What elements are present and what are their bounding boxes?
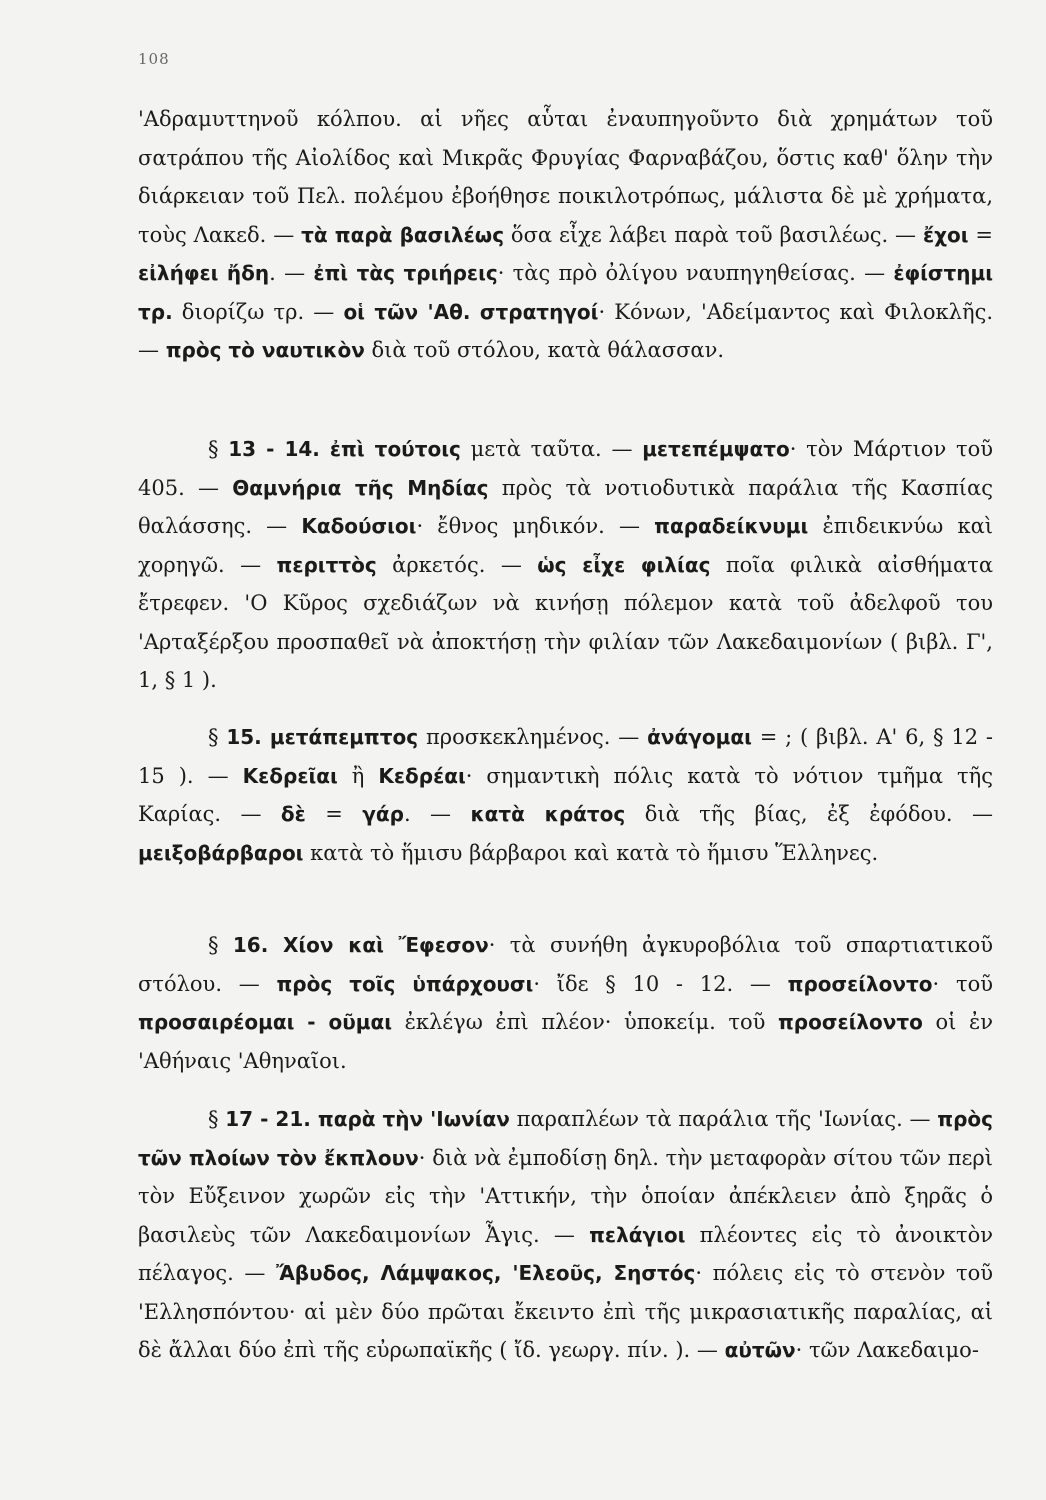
lemma-term: μετεπέμψατο (642, 437, 790, 461)
gloss-text: · πόλεις εἰς τὸ στενὸν τοῦ 'Ελλησπόντου· αἱ μὲν δύο πρῶται ἔκειντο ἐπὶ τῆς μικρασιατικῆς παραλίας, αἱ δὲ ἄλλαι δύο ἐπὶ τῆς εὐρωπαϊκῆς ( ἴδ. γεωργ. πίν. ). — (138, 1261, 993, 1362)
gloss-text: προσκεκλημένος. — (418, 725, 648, 749)
lemma-term: προσείλοντο (787, 971, 933, 996)
lemma-term: μειξοβάρβαροι (138, 840, 304, 865)
lemma-term: δὲ (280, 802, 306, 826)
gloss-text: ἀρκετός. — (376, 552, 538, 577)
lemma-term: εἰλήφει ἤδη (138, 261, 270, 285)
gloss-text: κατὰ τὸ ἥμισυ βάρβαροι καὶ κατὰ τὸ ἥμισυ Ἕλληνες. (303, 840, 879, 865)
gloss-text: . — (269, 261, 314, 285)
lemma-term: Ἄβυδος, Λάμψακος, 'Ελεοῦς, Σηστός (276, 1261, 696, 1285)
gloss-text: · τὸν Μάρτιον τοῦ 405. — (138, 437, 993, 500)
gloss-text: ἢ (337, 763, 379, 788)
commentary-paragraph (138, 430, 993, 700)
lemma-term: προσείλοντο (777, 1010, 923, 1034)
gloss-text: . — (403, 802, 471, 826)
gloss-text: § (208, 437, 229, 461)
lemma-term: 16. Χίον καὶ Ἔφεσον (232, 933, 489, 957)
gloss-text: · ἔθνος μηδικόν. — (416, 514, 655, 538)
lemma-term: κατὰ κράτος (470, 802, 626, 826)
lemma-term: προσαιρέομαι - οῦμαι (138, 1010, 392, 1034)
lemma-term: ἐφίστημι τρ. (138, 261, 993, 324)
commentary-paragraph (138, 100, 993, 370)
gloss-text: ποῖα φιλικὰ αἰσθήματα ἔτρεφεν. 'Ο Κῦρος σχεδιάζων νὰ κινήσῃ πόλεμον κατὰ τοῦ ἀδελφοῦ του 'Αρταξέρξου προσπαθεῖ νὰ ἀποκτήσῃ τὴν φιλίαν τῶν Λακεδαιμονίων ( βιβλ. Γ', 1, § 1 ). (138, 552, 993, 692)
gloss-text: · τῶν Λακεδαιμο- (795, 1338, 979, 1362)
lemma-term: 17 - 21. παρὰ τὴν 'Ιωνίαν (225, 1107, 510, 1131)
gloss-text: ὅσα εἶχε λάβει παρὰ τοῦ βασιλέως. — (504, 222, 923, 247)
gloss-text: · σημαντικὴ πόλις κατὰ τὸ νότιον τμῆμα τῆς Καρίας. — (138, 763, 993, 826)
commentary-paragraph (138, 1100, 993, 1370)
page-number: 108 (138, 50, 170, 68)
lemma-term: γάρ (362, 802, 404, 826)
lemma-term: τὰ παρὰ βασιλέως (301, 222, 505, 247)
lemma-term: 15. μετάπεμπτος (226, 725, 419, 749)
lemma-term: ἀνάγομαι (647, 725, 752, 749)
gloss-text: § (208, 933, 233, 957)
gloss-text: πρὸς τὰ νοτιοδυτικὰ παράλια τῆς Κασπίας θαλάσσης. — (138, 475, 993, 538)
lemma-term: ἔχοι (922, 222, 969, 247)
lemma-term: παραδείκνυμι (654, 514, 809, 538)
gloss-text: ἐπιδεικνύω καὶ χορηγῶ. — (138, 514, 994, 577)
lemma-term: αὐτῶν (724, 1338, 796, 1362)
lemma-term: πρὸς τῶν πλοίων τὸν ἔκπλουν (138, 1107, 993, 1170)
lemma-term: οἱ τῶν 'Αθ. στρατηγοί (343, 299, 599, 324)
gloss-text: § (208, 725, 227, 749)
gloss-text: · ἴδε § 10 - 12. — (533, 971, 788, 996)
lemma-term: πελάγιοι (589, 1222, 686, 1247)
lemma-term: Καδούσιοι (301, 514, 417, 538)
gloss-text: · τὰς πρὸ ὀλίγου ναυπηγηθείσας. — (497, 261, 894, 285)
gloss-text: · τὰ συνήθη ἀγκυροβόλια τοῦ σπαρτιατικοῦ στόλου. — (138, 933, 993, 996)
lemma-term: ὡς εἶχε φιλίας (537, 552, 711, 577)
gloss-text: = ; ( βιβλ. Α' 6, § 12 - 15 ). — (138, 725, 994, 788)
gloss-text: διὰ τῆς βίας, ἐξ ἐφόδου. — (625, 802, 994, 826)
lemma-term: Κεδρεῖαι (242, 763, 338, 788)
lemma-term: πρὸς τὸ ναυτικὸν (165, 338, 365, 362)
gloss-text: μετὰ ταῦτα. — (460, 437, 643, 461)
gloss-text: παραπλέων τὰ παράλια τῆς 'Ιωνίας. — (509, 1107, 938, 1131)
gloss-text: = (305, 802, 363, 826)
gloss-text: διὰ τοῦ στόλου, κατὰ θάλασσαν. (364, 338, 725, 362)
lemma-term: ἐπὶ τὰς τριήρεις (313, 261, 498, 285)
commentary-paragraph (138, 718, 993, 872)
lemma-term: Θαμνήρια τῆς Μηδίας (232, 475, 489, 500)
gloss-text: § (208, 1107, 226, 1131)
gloss-text: 'Αδραμυττηνοῦ κόλπου. αἱ νῆες αὗται ἐναυπηγοῦντο διὰ χρημάτων τοῦ σατράπου τῆς Αἰολίδος καὶ Μικρᾶς Φρυγίας Φαρναβάζου, ὅστις καθ' ὅλην τὴν διάρκειαν τοῦ Πελ. πολέμου ἐβοήθησε ποικιλοτρόπως, μάλιστα δὲ μὲ χρήματα, τοὺς Λακεδ. — (138, 107, 993, 247)
lemma-term: περιττὸς (276, 552, 377, 577)
gloss-text: διορίζω τρ. — (172, 299, 344, 324)
commentary-paragraph (138, 926, 993, 1080)
lemma-term: Κεδρέαι (378, 763, 466, 788)
gloss-text: οἱ ἐν 'Αθήναις 'Αθηναῖοι. (138, 1010, 993, 1073)
lemma-term: πρὸς τοῖς ὑπάρχουσι (276, 971, 534, 996)
gloss-text: · τοῦ (932, 971, 993, 996)
gloss-text: ἐκλέγω ἐπὶ πλέον· ὑποκείμ. τοῦ (391, 1010, 778, 1034)
gloss-text: = (968, 222, 993, 247)
lemma-term: 13 - 14. ἐπὶ τούτοις (228, 437, 461, 461)
gloss-text: · Κόνων, 'Αδείμαντος καὶ Φιλοκλῆς. — (138, 299, 994, 362)
gloss-text: πλέοντες εἰς τὸ ἀνοικτὸν πέλαγος. — (138, 1222, 993, 1285)
gloss-text: · διὰ νὰ ἐμποδίσῃ δηλ. τὴν μεταφορὰν σίτου τῶν περὶ τὸν Εὔξεινον χωρῶν εἰς τὴν 'Αττικήν, τὴν ὁποίαν ἀπέκλειεν ἀπὸ ξηρᾶς ὁ βασιλεὺς τῶν Λακεδαιμονίων Ἆγις. — (138, 1145, 993, 1247)
